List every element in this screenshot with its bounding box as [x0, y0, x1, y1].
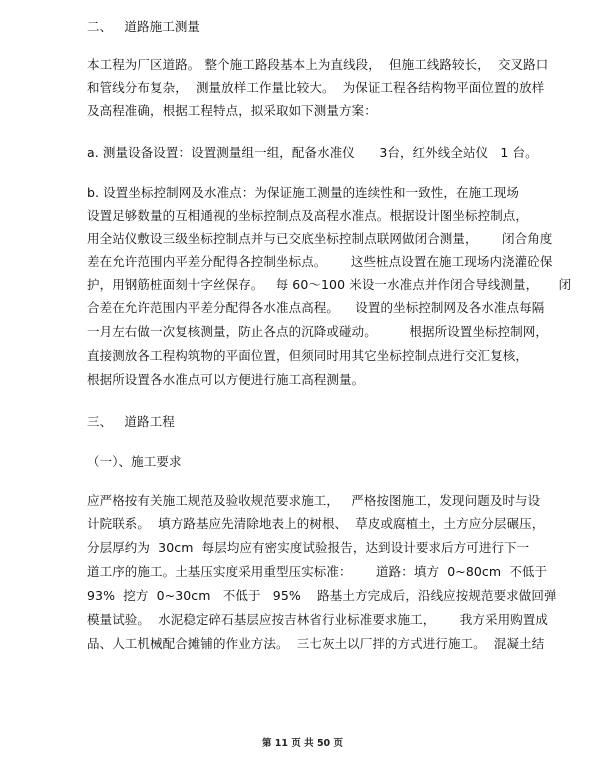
- item-b-line-8: 直接测放各工程构筑物的平面位置，但须同时用其它坐标控制点进行交汇复核，: [87, 348, 529, 363]
- para1-line-3: 及高程准确，根据工程特点，拟采取如下测量方案：: [87, 103, 377, 118]
- item-b-line-7: 一月左右做一次复核测量，防止各点的沉降或碰动。 根据所设置坐标控制网，: [87, 324, 548, 339]
- requirements-line-5: 93% 挖方 0~30cm 不低于 95% 路基土方完成后，沿线应按规范要求做回弹: [87, 588, 557, 603]
- section-2-heading: 二、 道路施工测量: [87, 19, 201, 34]
- section-3-subheading: （一）、施工要求: [87, 454, 182, 469]
- item-b-line-4: 差在允许范围内平差分配得各控制坐标点。 这些桩点设置在施工现场内浇灌砼保: [87, 254, 553, 269]
- item-a-text: a. 测量设备设置：设置测量组一组，配备水准仪 3台，红外线全站仪 1 台。: [87, 145, 538, 160]
- item-b-line-5: 护，用钢筋桩面刻十字丝保存。 每 60～100 米设一水准点并作闭合导线测量， 闭: [87, 277, 572, 292]
- item-b-line-2: 设置足够数量的互相通视的坐标控制点及高程水准点。根据设计图坐标控制点，: [87, 208, 529, 223]
- para1-line-2: 和管线分布复杂， 测量放样工作量比较大。 为保证工程各结构物平面位置的放样: [87, 80, 545, 95]
- para1-line-1: 本工程为厂区道路。 整个施工路段基本上为直线段， 但施工线路较长， 交叉路口: [87, 57, 549, 72]
- item-b-line-1: b. 设置坐标控制网及水准点：为保证施工测量的连续性和一致性，在施工现场: [87, 185, 519, 200]
- page-number-footer: 第 11 页 共 50 页: [262, 738, 343, 749]
- requirements-line-3: 分层厚约为 30cm 每层均应有密实度试验报告，达到设计要求后方可进行下一: [87, 540, 530, 555]
- requirements-line-2: 计院联系。 填方路基应先清除地表上的树根、 草皮或腐植土，土方应分层碾压，: [87, 516, 545, 531]
- requirements-line-6: 模量试验。 水泥稳定碎石基层应按吉林省行业标准要求施工， 我方采用购置成: [87, 612, 548, 627]
- requirements-line-1: 应严格按有关施工规范及验收规范要求施工， 严格按图施工，发现问题及时与设: [87, 493, 541, 508]
- item-b-line-3: 用全站仪敷设三级坐标控制点并与已交底坐标控制点联网做闭合测量， 闭合角度: [87, 231, 553, 246]
- item-b-line-6: 合差在允许范围内平差分配得各水准点高程。 设置的坐标控制网及各水准点每隔: [87, 300, 545, 315]
- section-3-heading: 三、 道路工程: [87, 414, 175, 429]
- item-b-line-9: 根据所设置各水准点可以方便进行施工高程测量。: [87, 372, 365, 387]
- requirements-line-4: 道工序的施工。土基压实度采用重型压实标准： 道路：填方 0~80cm 不低于: [87, 564, 548, 579]
- requirements-line-7: 品、人工机械配合摊铺的作业方法。 三七灰土以厂拌的方式进行施工。 混凝土结: [87, 636, 545, 651]
